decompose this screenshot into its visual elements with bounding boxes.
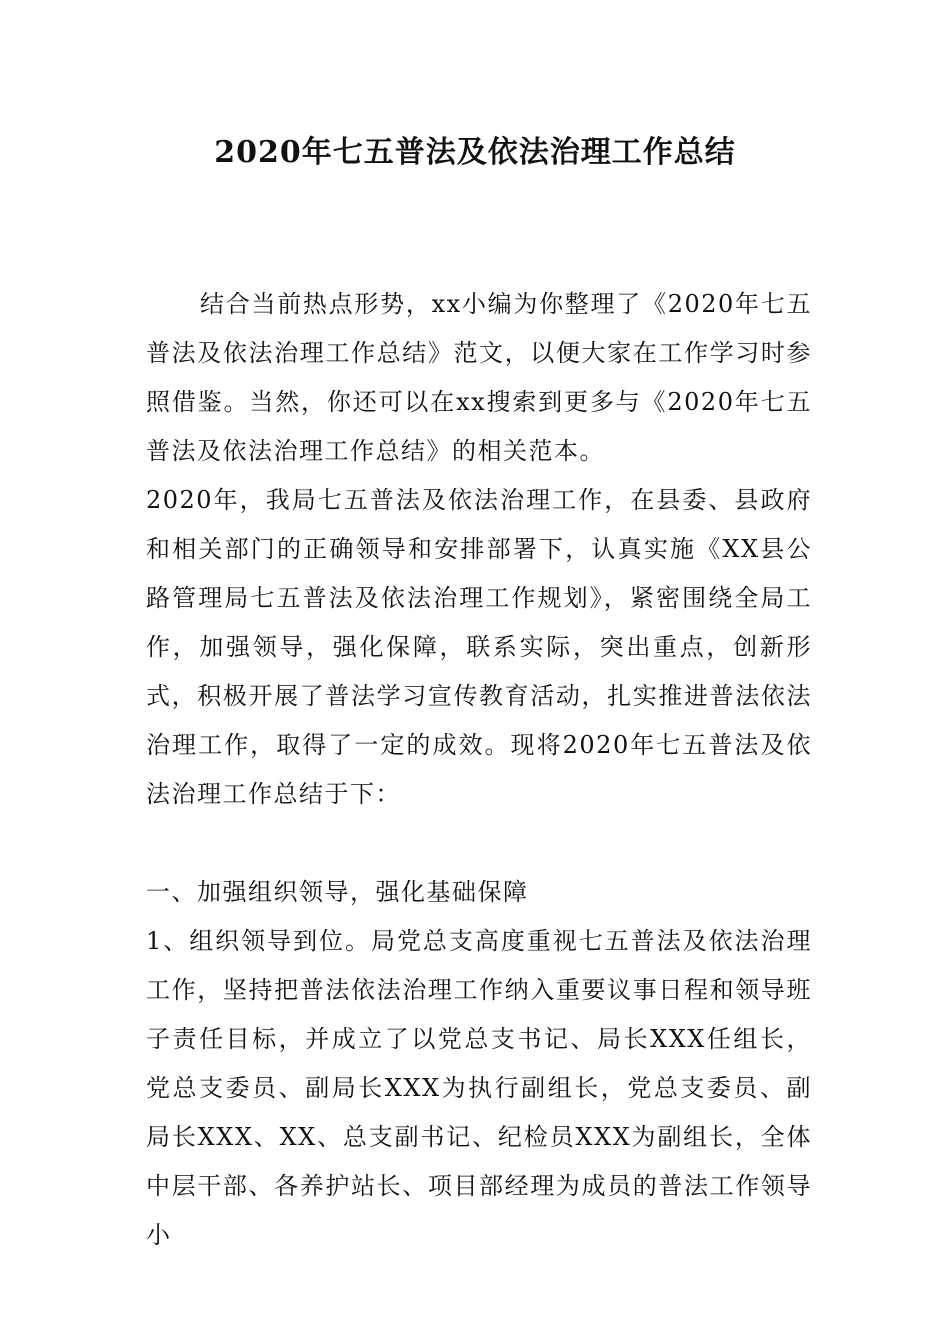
body-paragraph: 2020年，我局七五普法及依法治理工作，在县委、县政府和相关部门的正确领导和安排部署下，认真实施《XX县公路管理局七五普法及依法治理工作规划》，紧密围绕全局工作，加强领导，强化保障，联系实际，突出重点，创新形式，积极开展了普法学习宣传教育活动，扎实推进普法依法治理工作，取得了一定的成效。现将2020年七五普法及依法治理工作总结于下： — [146, 486, 812, 808]
document-title: 2020年七五普法及依法治理工作总结 — [214, 135, 736, 170]
numbered-item-paragraph: 1、组织领导到位。局党总支高度重视七五普法及依法治理工作，坚持把普法依法治理工作纳入重要议事日程和领导班子责任目标，并成立了以党总支书记、局长XXX任组长，党总支委员、副局长XXX为执行副组长，党总支委员、副局长XXX、XX、总支副书记、纪检员XXX为副组长，全体中层干部、各养护站长、项目部经理为成员的普法工作领导小 — [146, 927, 812, 1249]
section-heading: 一、加强组织领导，强化基础保障 — [146, 878, 529, 906]
intro-paragraph: 结合当前热点形势，xx小编为你整理了《2020年七五普法及依法治理工作总结》范文，以便大家在工作学习时参照借鉴。当然，你还可以在xx搜索到更多与《2020年七五普法及依法治理工作总结》的相关范本。 — [146, 290, 812, 465]
